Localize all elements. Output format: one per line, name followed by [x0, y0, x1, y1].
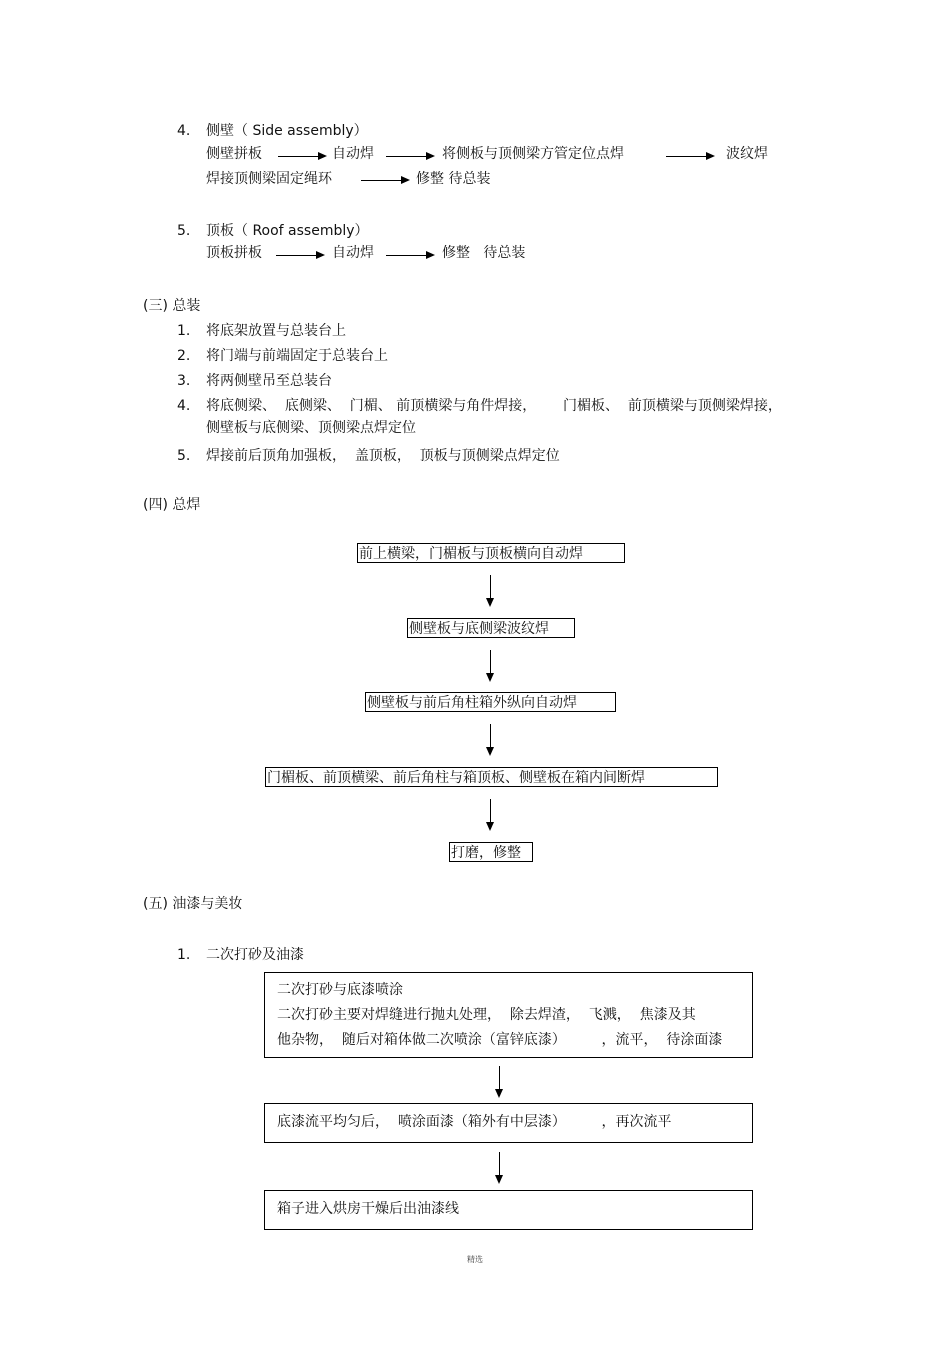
list-item-number: 1. [177, 323, 191, 339]
arrow-down-icon [490, 650, 491, 680]
general-assembly-heading: (三) 总装 [143, 298, 201, 314]
paint-step-box [264, 972, 753, 1058]
arrow-down-icon [490, 724, 491, 754]
painting-sub-number: 1. [177, 947, 191, 963]
arrow-down-icon [490, 799, 491, 829]
arrow-right-icon [361, 180, 408, 181]
roof-step-2: 自动焊 [332, 245, 374, 261]
paint-step-text: 箱子进入烘房干燥后出油漆线 [277, 1201, 459, 1217]
paint-step-title: 二次打砂与底漆喷涂 [277, 982, 403, 998]
flow-step-box: 侧壁板与底侧梁波纹焊 [407, 618, 575, 638]
side-step-1: 侧壁拼板 [206, 146, 262, 162]
arrow-right-icon [386, 255, 433, 256]
list-item: 将底侧梁、 底侧梁、 门楣、 前顶横梁与角件焊接， 门楣板、 前顶横梁与顶侧梁焊接， [206, 398, 782, 414]
arrow-right-icon [386, 156, 433, 157]
arrow-down-icon [499, 1152, 500, 1182]
arrow-down-icon [490, 575, 491, 605]
list-item-number: 2. [177, 348, 191, 364]
paint-step-text: 他杂物， 随后对箱体做二次喷涂（富锌底漆） ，流平， 待涂面漆 [277, 1032, 723, 1048]
side-step-6: 修整 待总装 [416, 171, 491, 187]
paint-step-box [264, 1103, 753, 1143]
roof-step-1: 顶板拼板 [206, 245, 262, 261]
side-step-5: 焊接顶侧梁固定绳环 [206, 171, 332, 187]
page-footer: 精选 [467, 1255, 483, 1264]
list-item: 焊接前后顶角加强板， 盖顶板， 顶板与顶侧梁点焊定位 [206, 448, 560, 464]
roof-assembly-number: 5. [177, 223, 191, 239]
arrow-down-icon [499, 1066, 500, 1096]
side-assembly-number: 4. [177, 123, 191, 139]
flow-step-box: 前上横梁，门楣板与顶板横向自动焊 [357, 543, 625, 563]
roof-assembly-title: 顶板（ Roof assembly） [206, 223, 369, 239]
arrow-right-icon [666, 156, 713, 157]
list-item-continuation: 侧壁板与底侧梁、顶侧梁点焊定位 [206, 420, 416, 436]
arrow-right-icon [276, 255, 323, 256]
side-assembly-title: 侧壁（ Side assembly） [206, 123, 368, 139]
roof-step-3: 修整 待总装 [442, 245, 526, 261]
painting-heading: (五) 油漆与美妆 [143, 896, 243, 912]
flow-step-box: 打磨，修整 [449, 842, 533, 862]
list-item-number: 3. [177, 373, 191, 389]
list-item: 将两侧壁吊至总装台 [206, 373, 332, 389]
list-item: 将门端与前端固定于总装台上 [206, 348, 388, 364]
paint-step-text: 底漆流平均匀后， 喷涂面漆（箱外有中层漆） ，再次流平 [277, 1114, 672, 1130]
side-step-3: 将侧板与顶侧梁方管定位点焊 [442, 146, 624, 162]
flow-step-box: 侧壁板与前后角柱箱外纵向自动焊 [365, 692, 616, 712]
paint-step-text: 二次打砂主要对焊缝进行抛丸处理， 除去焊渣， 飞溅， 焦漆及其 [277, 1007, 696, 1023]
paint-step-box [264, 1190, 753, 1230]
arrow-right-icon [278, 156, 325, 157]
list-item-number: 5. [177, 448, 191, 464]
side-step-4: 波纹焊 [726, 146, 768, 162]
general-welding-heading: (四) 总焊 [143, 497, 201, 513]
painting-sub-title: 二次打砂及油漆 [206, 947, 304, 963]
list-item-number: 4. [177, 398, 191, 414]
flow-step-box: 门楣板、前顶横梁、前后角柱与箱顶板、侧壁板在箱内间断焊 [265, 767, 718, 787]
side-step-2: 自动焊 [332, 146, 374, 162]
list-item: 将底架放置与总装台上 [206, 323, 346, 339]
